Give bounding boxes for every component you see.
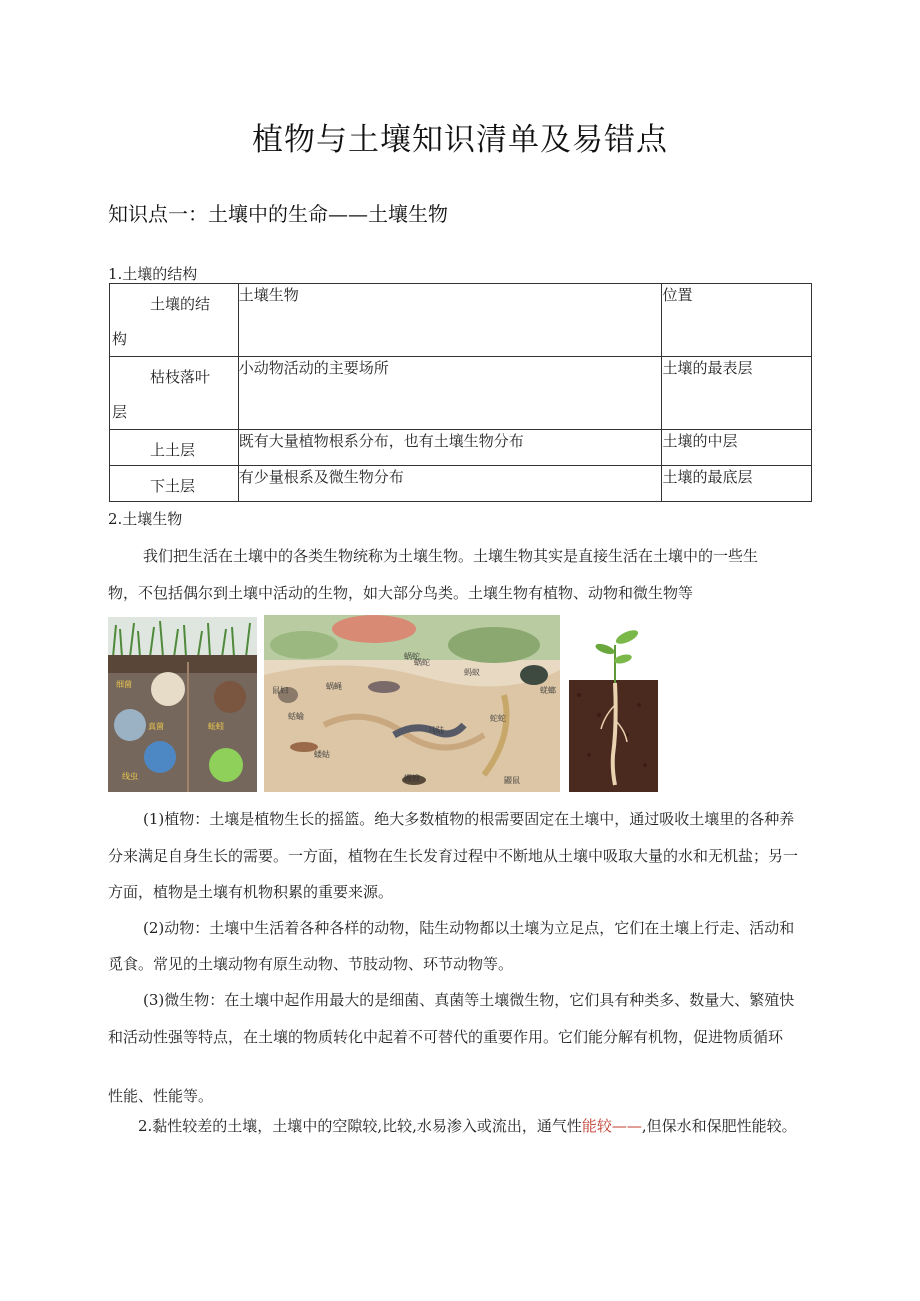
header-position: 位置 — [662, 284, 812, 357]
animal-label: 蛞蝓 — [288, 712, 304, 721]
soil-structure-table — [109, 283, 812, 502]
clay-highlight: 能较—— — [581, 1117, 642, 1135]
subheading-soil-structure: 1.土壤的结构 — [108, 265, 198, 283]
plants-paragraph: 方面，植物是土壤有机物积累的重要来源。 — [108, 883, 394, 901]
table-header-row — [110, 284, 812, 357]
header-structure-wrap: 构 — [112, 330, 128, 348]
row-structure-wrap: 层 — [112, 403, 128, 421]
row-organisms: 有少量根系及微生物分布 — [238, 466, 662, 502]
seedling-image — [569, 625, 658, 792]
row-organisms: 既有大量植物根系分布，也有土壤生物分布 — [238, 430, 662, 466]
row-structure: 上土层 — [150, 441, 196, 459]
subheading-soil-organisms: 2.土壤生物 — [108, 510, 183, 528]
table-row — [110, 430, 812, 466]
svg-text:细菌: 细菌 — [116, 680, 132, 689]
animal-label: 蝼蛄 — [314, 750, 330, 759]
svg-text:线虫: 线虫 — [122, 772, 138, 781]
row-position: 土壤的最表层 — [662, 357, 812, 430]
row-position: 土壤的最底层 — [662, 466, 812, 502]
row-structure: 枯枝落叶 — [150, 368, 211, 386]
animal-label: 鼹鼠 — [504, 776, 520, 785]
plants-paragraph: 分来满足自身生长的需要。一方面，植物在生长发育过程中不断地从土壤中吸取大量的水和无机盐；另一 — [108, 847, 799, 865]
header-structure: 土壤的结 — [150, 295, 211, 313]
animal-label: 蚂蚁 — [464, 668, 480, 677]
plants-paragraph: (1)植物：土壤是植物生长的摇篮。绝大多数植物的根需要固定在土壤中，通过吸收土壤里的各种养 — [143, 810, 795, 828]
clay-soil-paragraph — [138, 1115, 797, 1136]
animal-label: 蜗蛇 — [404, 652, 420, 661]
microbes-paragraph: 性能、性能等。 — [108, 1087, 214, 1105]
animal-label: 鼠妇 — [272, 686, 288, 695]
animals-paragraph: 觅食。常见的土壤动物有原生动物、节肢动物、环节动物等。 — [108, 955, 514, 973]
page-title: 植物与土壤知识清单及易错点 — [252, 122, 668, 158]
animal-label: 蠼螋 — [404, 774, 420, 783]
animal-label: 蜗蝇 — [326, 682, 342, 691]
svg-text:蚯蚓: 蚯蚓 — [208, 722, 224, 731]
animal-label: 马陆 — [428, 726, 444, 735]
row-organisms: 小动物活动的主要场所 — [238, 357, 662, 430]
row-structure: 下土层 — [150, 477, 196, 495]
animals-paragraph: (2)动物：土壤中生活着各种各样的动物，陆生动物都以土壤为立足点，它们在土壤上行走、活动和 — [143, 919, 795, 937]
animal-label: 蜣螂 — [540, 686, 556, 695]
table-row — [110, 357, 812, 430]
microbes-paragraph: 和活动性强等特点，在土壤的物质转化中起着不可替代的重要作用。它们能分解有机物，促进物质循环 — [108, 1028, 784, 1046]
section-heading: 知识点一：土壤中的生命——土壤生物 — [108, 202, 448, 226]
soil-cross-section-image — [108, 617, 257, 792]
svg-text:蜗蛇: 蜗蛇 — [414, 658, 430, 667]
soil-animals-illustration — [264, 615, 560, 792]
clay-text: 2.黏性较差的土壤，土壤中的空隙较,比较,水易渗入或流出，通气性 — [138, 1117, 582, 1135]
intro-text: 物，不包括偶尔到土壤中活动的生物，如大部分鸟类。土壤生物有植物、动物和微生物等 — [108, 584, 694, 602]
microbes-paragraph: (3)微生物：在土壤中起作用最大的是细菌、真菌等土壤微生物，它们具有种类多、数量大、繁殖快 — [143, 991, 795, 1009]
table-row — [110, 466, 812, 502]
clay-text: ,但保水和保肥性能较。 — [641, 1117, 797, 1135]
intro-text: 我们把生活在土壤中的各类生物统称为土壤生物。土壤生物其实是直接生活在土壤中的一些生 — [143, 547, 759, 565]
header-organisms: 土壤生物 — [238, 284, 662, 357]
svg-text:真菌: 真菌 — [148, 722, 164, 731]
row-position: 土壤的中层 — [662, 430, 812, 466]
animal-label: 蛇蛇 — [490, 714, 506, 723]
